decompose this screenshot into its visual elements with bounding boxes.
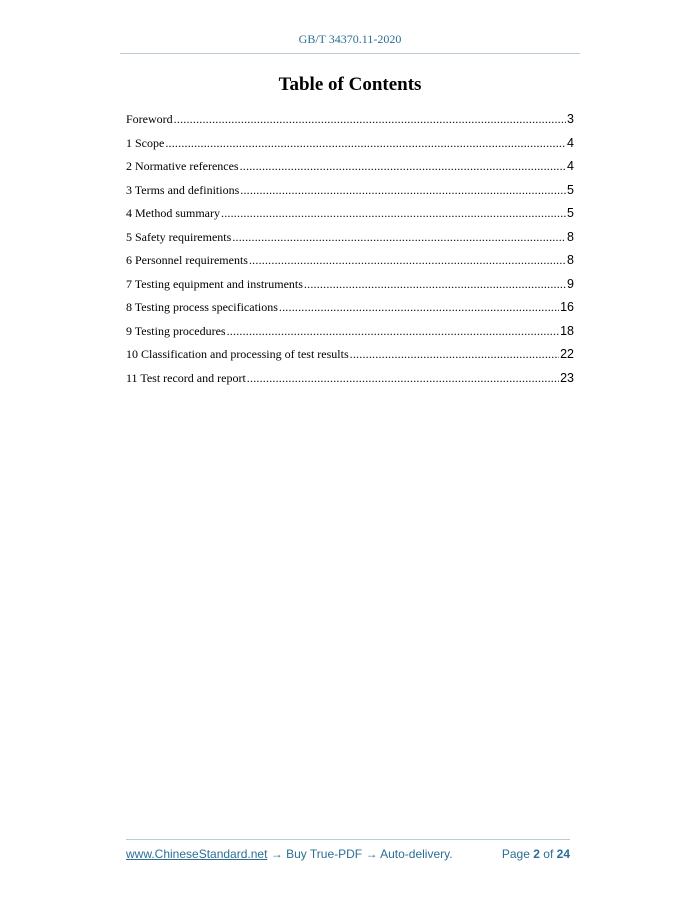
toc-list [126, 108, 574, 390]
toc-entry-personnel-requirements[interactable] [126, 249, 574, 273]
toc-entry-test-record-and-report[interactable] [126, 367, 574, 391]
toc-dot-leader [221, 202, 566, 226]
toc-entry-page: 4 [567, 159, 574, 173]
toc-entry-label: 11 Test record and report [126, 370, 246, 385]
total-pages-number: 24 [556, 847, 570, 861]
toc-entry-testing-equipment[interactable] [126, 273, 574, 297]
toc-entry-label: Foreword [126, 112, 173, 126]
toc-entry-page: 18 [560, 323, 574, 338]
toc-entry-label: 4 Method summary [126, 206, 220, 220]
site-link[interactable]: www.ChineseStandard.net [126, 847, 268, 861]
page-word: Page [501, 847, 530, 861]
header-divider [120, 53, 580, 54]
toc-entry-label: 2 Normative references [126, 159, 239, 173]
footer-divider [126, 839, 570, 840]
toc-dot-leader [227, 320, 560, 344]
toc-entry-page: 8 [567, 253, 574, 267]
toc-entry-page: 22 [560, 347, 574, 361]
toc-entry-label: 3 Terms and definitions [126, 182, 240, 197]
toc-entry-classification-of-results[interactable] [126, 343, 574, 367]
toc-entry-label: 8 Testing process specifications [126, 300, 278, 314]
toc-dot-leader [304, 273, 566, 297]
toc-entry-terms-and-definitions[interactable] [126, 179, 574, 203]
toc-entry-label: 5 Safety requirements [126, 229, 232, 244]
page-indicator [502, 847, 570, 861]
toc-entry-page: 8 [567, 229, 574, 244]
toc-dot-leader [240, 155, 566, 179]
of-word: of [543, 847, 554, 861]
toc-entry-page: 3 [567, 112, 574, 126]
page-footer [126, 847, 570, 861]
toc-entry-label: 6 Personnel requirements [126, 253, 248, 267]
toc-entry-scope[interactable] [126, 132, 574, 156]
toc-entry-safety-requirements[interactable] [126, 226, 574, 250]
toc-entry-page: 5 [567, 182, 574, 197]
toc-dot-leader [247, 367, 559, 391]
toc-entry-page: 16 [560, 300, 574, 314]
toc-entry-foreword[interactable] [126, 108, 574, 132]
footer-promo-text: → Buy True-PDF → Auto-delivery. [267, 847, 453, 861]
toc-dot-leader [240, 179, 566, 203]
toc-title: Table of Contents [278, 74, 422, 95]
toc-entry-page: 5 [567, 206, 574, 220]
current-page-number: 2 [533, 847, 540, 861]
toc-entry-page: 4 [567, 135, 574, 150]
standard-code-header: GB/T 34370.11-2020 [298, 32, 402, 46]
toc-dot-leader [249, 249, 566, 273]
toc-dot-leader [350, 343, 559, 367]
toc-entry-label: 9 Testing procedures [126, 323, 226, 338]
toc-entry-normative-references[interactable] [126, 155, 574, 179]
toc-entry-testing-process-specifications[interactable] [126, 296, 574, 320]
toc-dot-leader [174, 108, 566, 132]
toc-dot-leader [165, 132, 566, 156]
toc-entry-page: 9 [567, 276, 574, 291]
toc-dot-leader [232, 226, 566, 250]
toc-entry-testing-procedures[interactable] [126, 320, 574, 344]
toc-entry-label: 1 Scope [126, 135, 165, 150]
toc-dot-leader [279, 296, 559, 320]
toc-entry-label: 10 Classification and processing of test results [126, 347, 349, 361]
toc-entry-label: 7 Testing equipment and instruments [126, 276, 303, 291]
toc-entry-page: 23 [560, 370, 574, 385]
toc-entry-method-summary[interactable] [126, 202, 574, 226]
